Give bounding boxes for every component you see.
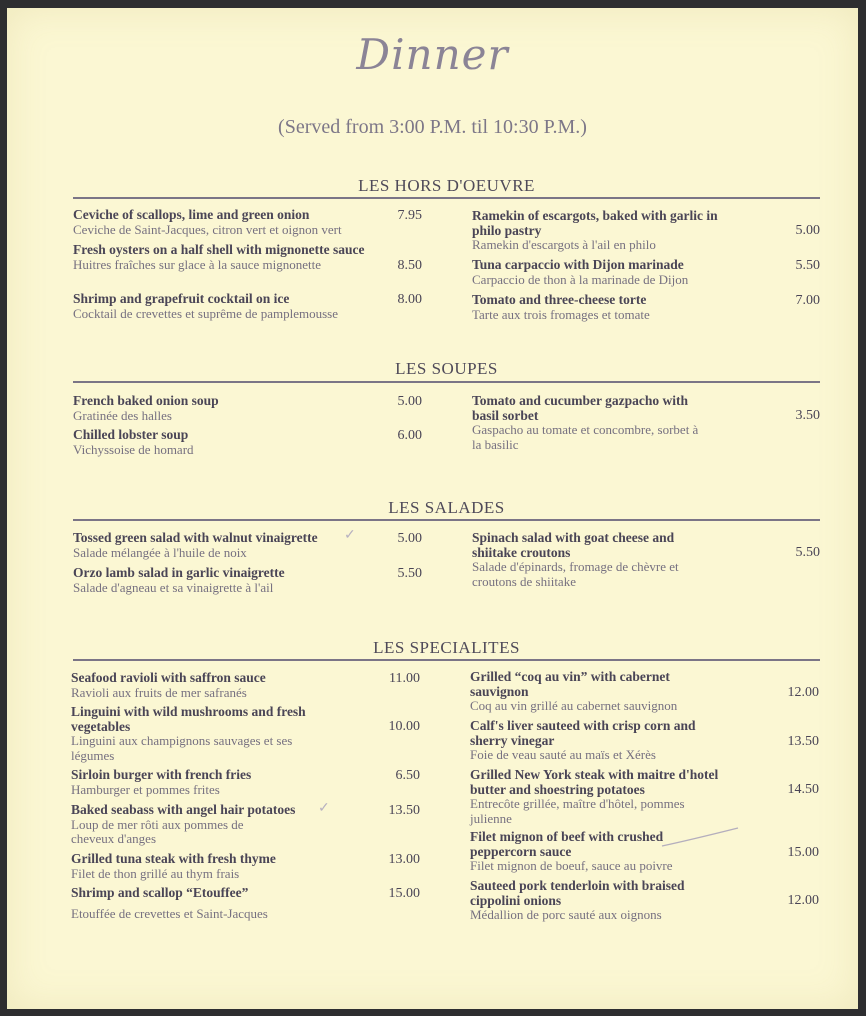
dish-french: Vichyssoise de homard <box>73 441 194 457</box>
dish-name: Ramekin of escargots, baked with garlic in philo pastry <box>472 208 718 238</box>
dish-french: Carpaccio de thon à la marinade de Dijon <box>472 271 689 287</box>
dish-name: Shrimp and grapefruit cocktail on ice <box>73 291 290 306</box>
dish-name: Tossed green salad with walnut vinaigrette <box>73 530 318 545</box>
menu-title: Dinner <box>356 30 509 79</box>
dish-french: Gratinée des halles <box>73 407 172 423</box>
dish-price: 12.00 <box>787 685 819 700</box>
dish-name: French baked onion soup <box>73 393 219 408</box>
dish-name: Tomato and three-cheese torte <box>472 292 647 307</box>
dish-price: 5.50 <box>397 566 422 581</box>
menu-item <box>472 531 717 589</box>
menu-item <box>470 719 735 763</box>
dish-name: Shrimp and scallop “Etouffee” <box>71 885 249 900</box>
dish-price: 15.00 <box>388 886 420 901</box>
dish-french: Ceviche de Saint-Jacques, citron vert et oignon vert <box>73 221 342 237</box>
handwritten-check-mark: ✓ <box>344 528 356 543</box>
section-rule <box>73 659 820 661</box>
dish-price: 8.00 <box>397 292 422 307</box>
menu-item <box>73 531 373 560</box>
dish-name: Grilled tuna steak with fresh thyme <box>71 851 276 866</box>
section-rule <box>73 519 820 521</box>
dish-price: 10.00 <box>388 719 420 734</box>
menu-item <box>470 768 755 826</box>
dish-name: Grilled New York steak with maitre d'hotel butter and shoestring potatoes <box>470 767 719 797</box>
dish-name: Grilled “coq au vin” with cabernet sauvignon <box>470 669 670 699</box>
section-title-salades: LES SALADES <box>388 498 505 517</box>
dish-price: 15.00 <box>787 845 819 860</box>
menu-item <box>71 768 371 797</box>
dish-french: Médallion de porc sauté aux oignons <box>470 907 662 922</box>
dish-price: 5.00 <box>397 394 422 409</box>
menu-item <box>73 292 393 321</box>
handwritten-check-mark: ✓ <box>318 801 330 816</box>
dish-price: 8.50 <box>397 258 422 273</box>
dish-price: 13.50 <box>787 734 819 749</box>
dish-price: 5.00 <box>397 531 422 546</box>
dish-name: Baked seabass with angel hair potatoes <box>71 802 296 817</box>
menu-item <box>71 852 371 881</box>
dish-name: Fresh oysters on a half shell with mignonette sauce <box>73 242 365 257</box>
dish-french: Salade d'épinards, fromage de chèvre et croutons de shiitake <box>472 559 679 589</box>
dish-name: Tomato and cucumber gazpacho with basil sorbet <box>472 393 689 423</box>
section-rule <box>73 381 820 383</box>
handwritten-pencil-mark <box>660 826 740 848</box>
dish-name: Calf's liver sauteed with crisp corn and sherry vinegar <box>470 718 696 748</box>
dish-name: Spinach salad with goat cheese and shiitake croutons <box>472 530 675 560</box>
dish-french: Etouffée de crevettes et Saint-Jacques <box>71 905 268 921</box>
menu-item <box>73 566 373 595</box>
dish-price: 5.50 <box>795 258 820 273</box>
dish-name: Seafood ravioli with saffron sauce <box>71 670 266 685</box>
menu-item <box>71 671 371 700</box>
menu-hours: (Served from 3:00 P.M. til 10:30 P.M.) <box>278 116 587 138</box>
dish-french: Foie de veau sauté au maïs et Xérès <box>470 747 656 762</box>
dish-price: 6.50 <box>395 768 420 783</box>
dish-french: Loup de mer rôti aux pommes de cheveux d'anges <box>71 816 244 846</box>
dish-name: Chilled lobster soup <box>73 427 189 442</box>
dish-name: Ceviche of scallops, lime and green onion <box>73 207 310 222</box>
dish-price: 13.50 <box>388 803 420 818</box>
dish-name: Sirloin burger with french fries <box>71 767 252 782</box>
dish-name: Sauteed pork tenderloin with braised cippolini onions <box>470 878 685 908</box>
dish-french: Ravioli aux fruits de mer safranés <box>71 684 247 700</box>
dish-price: 7.00 <box>795 293 820 308</box>
dish-french: Salade mélangée à l'huile de noix <box>73 544 247 560</box>
dish-price: 5.00 <box>795 223 820 238</box>
dish-name: Orzo lamb salad in garlic vinaigrette <box>73 565 285 580</box>
section-title-specialites: LES SPECIALITES <box>373 638 520 657</box>
dish-french: Hamburger et pommes frites <box>71 781 220 797</box>
menu-item <box>472 293 762 322</box>
menu-item <box>470 879 720 923</box>
dish-french: Gaspacho au tomate et concombre, sorbet à la basilic <box>472 422 699 452</box>
dish-price: 11.00 <box>389 671 420 686</box>
menu-item <box>472 258 762 287</box>
dish-price: 6.00 <box>397 428 422 443</box>
dish-price: 14.50 <box>787 782 819 797</box>
menu-item <box>71 705 311 763</box>
menu-item <box>472 209 742 253</box>
dish-name: Linguini with wild mushrooms and fresh vegetables <box>71 704 306 734</box>
dish-name: Filet mignon of beef with crushed peppercorn sauce <box>470 829 664 859</box>
dish-price: 13.00 <box>388 852 420 867</box>
dish-french: Ramekin d'escargots à l'ail en philo <box>472 237 656 252</box>
menu-item <box>73 428 373 457</box>
menu-page <box>7 8 858 1009</box>
menu-item <box>71 803 321 847</box>
dish-french: Entrecôte grillée, maître d'hôtel, pommes julienne <box>470 796 685 826</box>
dish-french: Huitres fraîches sur glace à la sauce mignonette <box>73 256 321 272</box>
menu-item <box>71 886 371 921</box>
dish-french: Tarte aux trois fromages et tomate <box>472 306 650 322</box>
dish-french: Coq au vin grillé au cabernet sauvignon <box>470 698 678 713</box>
dish-french: Filet de thon grillé au thym frais <box>71 865 240 881</box>
menu-item <box>73 243 373 272</box>
menu-item <box>470 670 720 714</box>
dish-price: 12.00 <box>787 893 819 908</box>
dish-price: 7.95 <box>397 208 422 223</box>
section-title-hors-doeuvre: LES HORS D'OEUVRE <box>358 176 535 195</box>
dish-french: Linguini aux champignons sauvages et ses légumes <box>71 733 293 763</box>
dish-price: 3.50 <box>795 408 820 423</box>
section-rule <box>73 197 820 199</box>
menu-item <box>73 208 393 237</box>
dish-name: Tuna carpaccio with Dijon marinade <box>472 257 684 272</box>
menu-item <box>472 394 707 452</box>
dish-french: Cocktail de crevettes et suprême de pamplemousse <box>73 305 338 321</box>
menu-item <box>73 394 373 423</box>
dish-french: Salade d'agneau et sa vinaigrette à l'ail <box>73 579 274 595</box>
dish-price: 5.50 <box>795 545 820 560</box>
section-title-soupes: LES SOUPES <box>395 359 498 378</box>
dish-french: Filet mignon de boeuf, sauce au poivre <box>470 858 673 873</box>
